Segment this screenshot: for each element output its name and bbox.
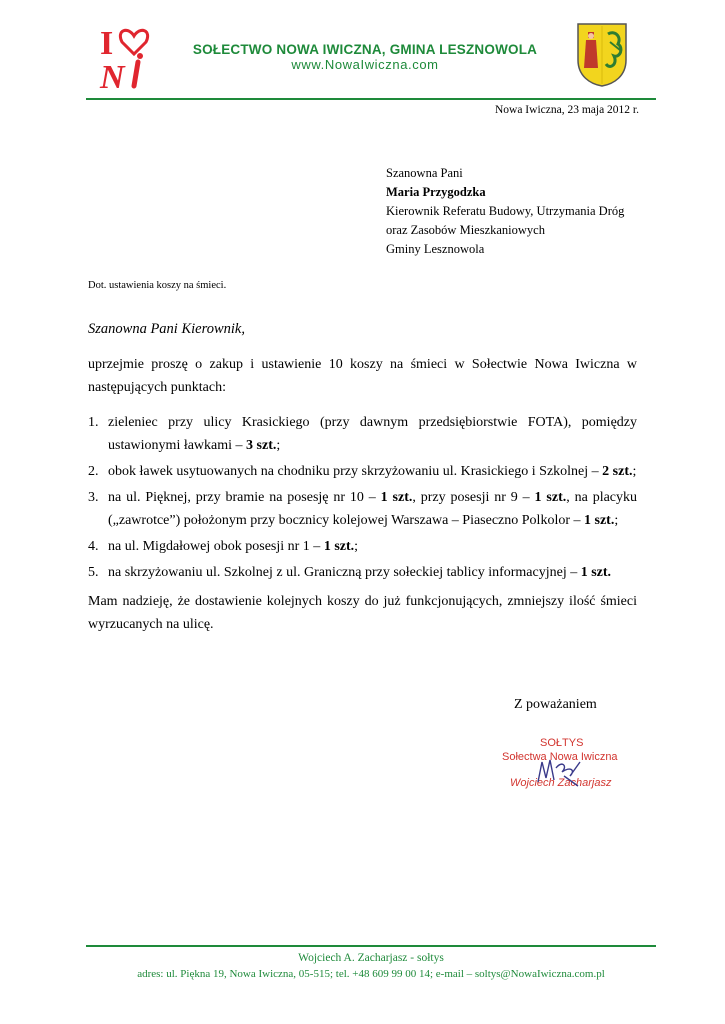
- stamp-title: SOŁTYS: [540, 737, 584, 749]
- letter-subject: Dot. ustawienia koszy na śmieci.: [88, 280, 227, 291]
- regards: Z poważaniem: [514, 697, 597, 712]
- svg-text:I: I: [100, 25, 114, 62]
- addressee-title-3: Gminy Lesznowola: [386, 242, 485, 256]
- addressee-title-2: oraz Zasobów Mieszkaniowych: [386, 223, 545, 237]
- heart-icon: [120, 30, 147, 54]
- intro-paragraph: uprzejmie proszę o zakup i ustawienie 10 koszy na śmieci w Sołectwie Nowa Iwiczna w następujących punktach:: [88, 357, 637, 395]
- addressee-title-1: Kierownik Referatu Budowy, Utrzymania Dróg: [386, 204, 625, 218]
- salutation: Szanowna Pani Kierownik,: [88, 321, 245, 337]
- header-title: SOŁECTWO NOWA IWICZNA, GMINA LESZNOWOLA: [192, 42, 538, 57]
- closing-paragraph: Mam nadzieję, że dostawienie kolejnych koszy do już funkcjonujących, zmniejszy ilość śmieci wyrzucanych na ulicę.: [88, 594, 637, 632]
- letter-date: Nowa Iwiczna, 23 maja 2012 r.: [494, 104, 639, 116]
- list-item: 5. na skrzyżowaniu ul. Szkolnej z ul. Graniczną przy sołeckiej tablicy informacyjnej – 1 szt.: [88, 565, 612, 580]
- letter-body: [88, 318, 637, 636]
- header-url[interactable]: www.NowaIwiczna.com: [291, 57, 439, 72]
- footer-divider: [86, 945, 656, 947]
- list-item: 2. obok ławek usytuowanych na chodniku przy skrzyżowaniu ul. Krasickiego i Szkolnej – 2 szt.;: [88, 464, 637, 479]
- addressee-block: [386, 164, 624, 259]
- location-list: [88, 411, 637, 584]
- list-item: 3. na ul. Pięknej, przy bramie na posesję nr 10 – 1 szt., przy posesji nr 9 – 1 szt., na placyku („zawrotce”) położonym przy bocznicy kolejowej Warszawa – Piaseczno Polkolor – 1 szt.;: [88, 490, 638, 528]
- list-item: 1. zieleniec przy ulicy Krasickiego (przy dawnym przedsiębiorstwie FOTA), pomiędzy ustawionymi ławkami – 3 szt.;: [88, 415, 637, 453]
- svg-text:N: N: [100, 59, 125, 92]
- footer-address: adres: ul. Piękna 19, Nowa Iwiczna, 05-515; tel. +48 609 99 00 14; e-mail – soltys@NowaIwiczna.com.pl: [137, 968, 605, 980]
- addressee-name: Maria Przygodzka: [386, 185, 486, 199]
- stamp-office: Sołectwa Nowa Iwiczna: [502, 751, 618, 763]
- list-item: 4. na ul. Migdałowej obok posesji nr 1 – 1 szt.;: [88, 539, 359, 554]
- coat-of-arms-icon: [576, 22, 628, 88]
- village-logo: [98, 22, 160, 92]
- addressee-greeting: Szanowna Pani: [386, 166, 463, 180]
- header-divider: [86, 98, 656, 100]
- stamp-name: Wojciech Zacharjasz: [510, 777, 612, 789]
- signature-icon: [534, 756, 584, 788]
- footer-name: Wojciech A. Zacharjasz - sołtys: [298, 952, 444, 964]
